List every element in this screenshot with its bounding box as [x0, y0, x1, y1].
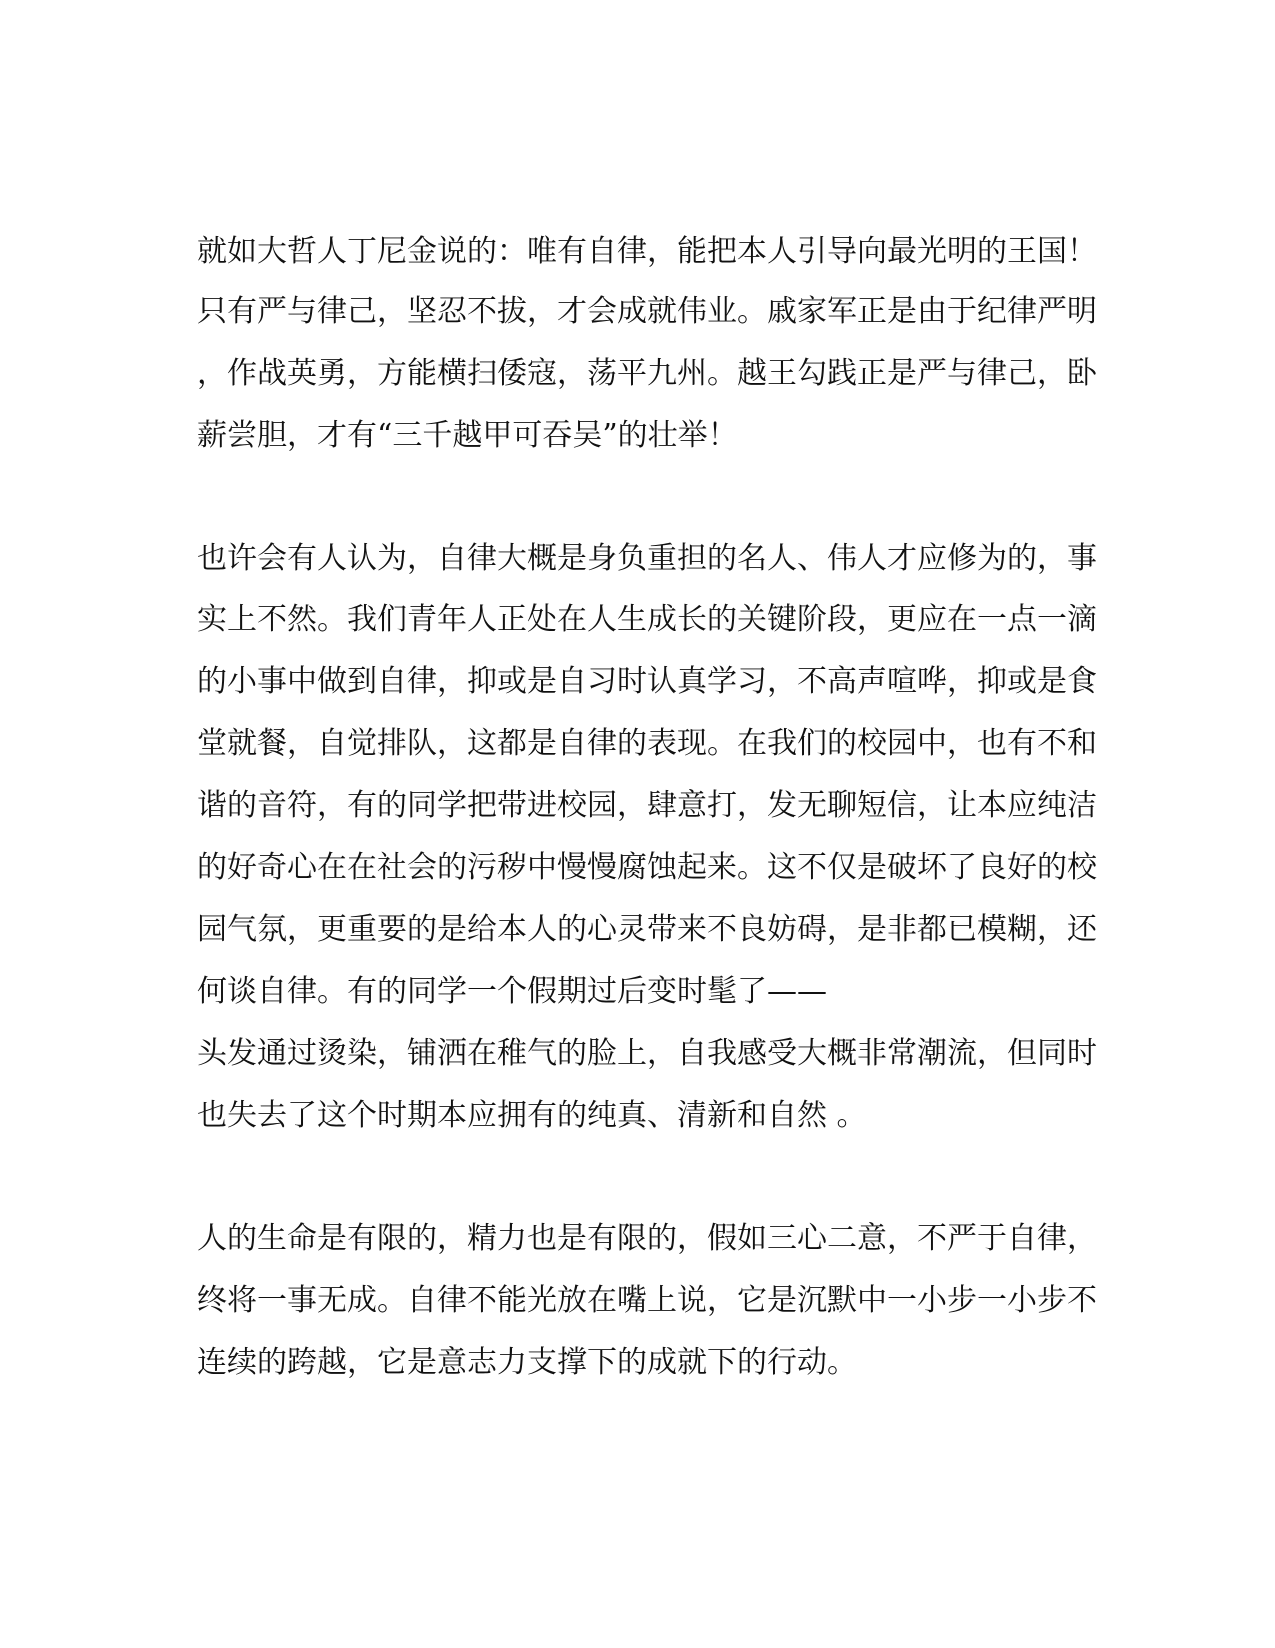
text-line: 只有严与律己，坚忍不拔，才会成就伟业。戚家军正是由于纪律严明	[197, 294, 1097, 329]
text-line: 也许会有人认为，自律大概是身负重担的名人、伟人才应修为的，事	[197, 541, 1097, 576]
text-line: 连续的跨越，它是意志力支撑下的成就下的行动。	[197, 1345, 857, 1380]
text-line: 实上不然。我们青年人正处在人生成长的关键阶段，更应在一点一滴	[197, 602, 1097, 637]
text-line: 人的生命是有限的，精力也是有限的，假如三心二意，不严于自律，	[197, 1221, 1097, 1256]
text-line: 堂就餐，自觉排队，这都是自律的表现。在我们的校园中，也有不和	[197, 726, 1097, 761]
text-line: 何谈自律。有的同学一个假期过后变时髦了——	[197, 974, 827, 1009]
text-line: 的小事中做到自律，抑或是自习时认真学习，不高声喧哗，抑或是食	[197, 664, 1097, 699]
text-line: 园气氛，更重要的是给本人的心灵带来不良妨碍，是非都已模糊，还	[197, 912, 1097, 947]
text-line: 谐的音符，有的同学把带进校园，肆意打，发无聊短信，让本应纯洁	[197, 788, 1097, 823]
text-line: 头发通过烫染，铺洒在稚气的脸上，自我感受大概非常潮流，但同时	[197, 1036, 1097, 1071]
text-line: 的好奇心在在社会的污秽中慢慢腐蚀起来。这不仅是破坏了良好的校	[197, 850, 1097, 885]
text-line: 终将一事无成。自律不能光放在嘴上说，它是沉默中一小步一小步不	[197, 1283, 1097, 1318]
text-line: ，作战英勇，方能横扫倭寇，荡平九州。越王勾践正是严与律己，卧	[197, 356, 1097, 391]
text-line: 就如大哲人丁尼金说的：唯有自律，能把本人引导向最光明的王国！	[197, 234, 1097, 269]
text-line: 薪尝胆，才有“三千越甲可吞吴”的壮举！	[197, 418, 738, 453]
text-line: 也失去了这个时期本应拥有的纯真、清新和自然 。	[197, 1098, 867, 1133]
